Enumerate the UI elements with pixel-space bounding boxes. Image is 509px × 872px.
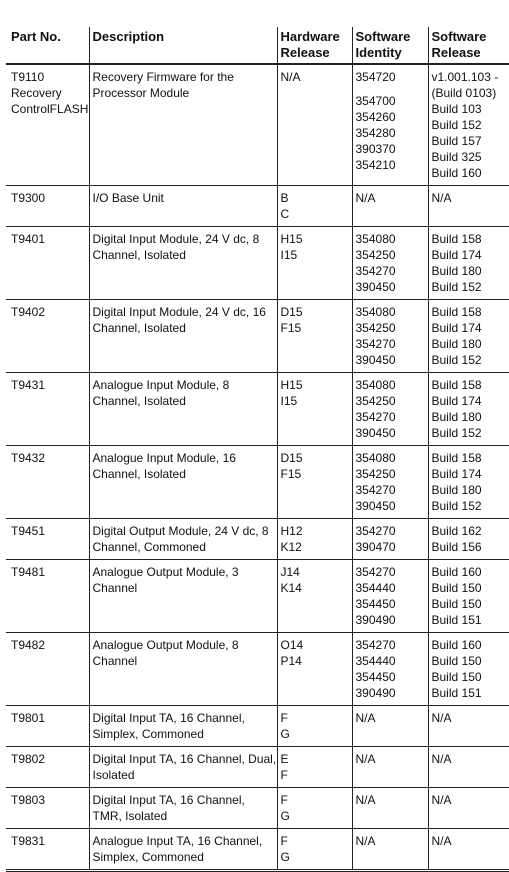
part-number-cell	[6, 829, 89, 871]
software-release-cell	[428, 446, 509, 519]
module-compatibility-table	[6, 27, 509, 872]
table-row	[6, 633, 509, 706]
software-identity-cell	[352, 64, 428, 186]
cell-line: T9801	[11, 710, 89, 726]
hardware-release-cell	[277, 560, 352, 633]
cell-line: N/A	[432, 710, 509, 726]
software-release-cell	[428, 829, 509, 871]
cell-line: N/A	[281, 69, 352, 85]
cell-line: Build 180	[432, 336, 509, 352]
cell-text: Analogue Input Module, 8 Channel, Isolated	[93, 378, 230, 408]
part-number-cell	[6, 446, 89, 519]
hardware-release-cell	[277, 788, 352, 829]
cell-line: Build 152	[432, 352, 509, 368]
cell-line: Recovery	[11, 85, 89, 101]
part-number-cell	[6, 747, 89, 788]
cell-line: Build 160	[432, 165, 509, 181]
cell-line: E	[281, 751, 352, 767]
cell-text: Digital Input Module, 24 V dc, 8 Channel, Isolated	[93, 232, 260, 262]
cell-line: (Build 0103)	[432, 85, 509, 101]
table-row	[6, 788, 509, 829]
cell-line: D15	[281, 450, 352, 466]
cell-line: N/A	[356, 190, 428, 206]
header-description: Description	[89, 27, 277, 64]
cell-line: 354280	[356, 125, 428, 141]
cell-line: 354450	[356, 669, 428, 685]
software-release-cell	[428, 747, 509, 788]
table-row	[6, 829, 509, 871]
cell-text: Digital Output Module, 24 V dc, 8 Channel, Commoned	[93, 524, 269, 554]
part-number-cell	[6, 186, 89, 227]
software-identity-cell	[352, 633, 428, 706]
cell-line: N/A	[432, 792, 509, 808]
cell-line: 354270	[356, 409, 428, 425]
description-cell	[89, 829, 277, 871]
description-cell	[89, 446, 277, 519]
cell-line: I15	[281, 393, 352, 409]
hardware-release-cell	[277, 706, 352, 747]
cell-line: Build 158	[432, 304, 509, 320]
software-identity-cell	[352, 706, 428, 747]
cell-line: T9481	[11, 564, 89, 580]
hardware-release-cell	[277, 747, 352, 788]
cell-text: Recovery Firmware for the Processor Module	[93, 70, 234, 100]
cell-line: 354270	[356, 637, 428, 653]
software-release-cell	[428, 788, 509, 829]
hardware-release-cell	[277, 300, 352, 373]
software-identity-cell	[352, 227, 428, 300]
cell-line: Build 157	[432, 133, 509, 149]
description-cell	[89, 633, 277, 706]
table-row	[6, 227, 509, 300]
part-number-cell	[6, 788, 89, 829]
cell-line: T9401	[11, 231, 89, 247]
cell-line: G	[281, 808, 352, 824]
cell-line: D15	[281, 304, 352, 320]
table-row	[6, 519, 509, 560]
header-software-release: Software Release	[428, 27, 509, 64]
part-number-cell	[6, 706, 89, 747]
hardware-release-cell	[277, 633, 352, 706]
hardware-release-cell	[277, 519, 352, 560]
cell-line: T9802	[11, 751, 89, 767]
software-release-cell	[428, 373, 509, 446]
table-row	[6, 373, 509, 446]
software-identity-cell	[352, 829, 428, 871]
description-cell	[89, 186, 277, 227]
cell-line: v1.001.103 -	[432, 69, 509, 85]
cell-line: K14	[281, 580, 352, 596]
cell-line: P14	[281, 653, 352, 669]
cell-line: G	[281, 726, 352, 742]
table-row	[6, 747, 509, 788]
cell-line: G	[281, 849, 352, 865]
software-identity-cell	[352, 788, 428, 829]
software-release-cell	[428, 227, 509, 300]
cell-line: I15	[281, 247, 352, 263]
cell-spacer	[356, 85, 428, 93]
cell-line: Build 180	[432, 409, 509, 425]
cell-line: F15	[281, 320, 352, 336]
cell-line: Build 150	[432, 596, 509, 612]
hardware-release-cell	[277, 227, 352, 300]
cell-line: 354270	[356, 482, 428, 498]
cell-line: Build 151	[432, 685, 509, 701]
cell-line: 390450	[356, 425, 428, 441]
cell-line: T9431	[11, 377, 89, 393]
part-number-cell	[6, 560, 89, 633]
cell-line: J14	[281, 564, 352, 580]
cell-line: 354250	[356, 466, 428, 482]
cell-line: 354250	[356, 247, 428, 263]
cell-line: 354250	[356, 393, 428, 409]
cell-line: H12	[281, 523, 352, 539]
cell-line: 354700	[356, 93, 428, 109]
cell-text: Analogue Input Module, 16 Channel, Isolated	[93, 451, 236, 481]
cell-text: Digital Input TA, 16 Channel, Dual, Isolated	[93, 752, 277, 782]
cell-line: 354440	[356, 653, 428, 669]
cell-line: N/A	[356, 792, 428, 808]
cell-line: Build 180	[432, 482, 509, 498]
cell-line: 354720	[356, 69, 428, 85]
cell-line: F15	[281, 466, 352, 482]
cell-text: Analogue Input TA, 16 Channel, Simplex, Commoned	[93, 834, 263, 864]
cell-line: Build 325	[432, 149, 509, 165]
header-hardware-release: Hardware Release	[277, 27, 352, 64]
table-row	[6, 300, 509, 373]
cell-line: Build 152	[432, 117, 509, 133]
cell-line: C	[281, 206, 352, 222]
cell-line: 390490	[356, 685, 428, 701]
description-cell	[89, 788, 277, 829]
software-identity-cell	[352, 373, 428, 446]
cell-line: Build 150	[432, 580, 509, 596]
cell-line: T9110	[11, 69, 89, 85]
cell-line: N/A	[432, 833, 509, 849]
cell-line: Build 152	[432, 425, 509, 441]
software-release-cell	[428, 300, 509, 373]
table-header	[6, 27, 509, 64]
cell-line: Build 152	[432, 279, 509, 295]
cell-line: 354260	[356, 109, 428, 125]
cell-line: Build 180	[432, 263, 509, 279]
part-number-cell	[6, 300, 89, 373]
cell-line: 354270	[356, 523, 428, 539]
cell-line: T9831	[11, 833, 89, 849]
cell-line: 390450	[356, 279, 428, 295]
header-software-identity: Software Identity	[352, 27, 428, 64]
hardware-release-cell	[277, 64, 352, 186]
cell-line: 390450	[356, 352, 428, 368]
description-cell	[89, 373, 277, 446]
table-body	[6, 64, 509, 871]
cell-line: F	[281, 710, 352, 726]
cell-text: Analogue Output Module, 8 Channel	[93, 638, 239, 668]
software-release-cell	[428, 64, 509, 186]
cell-line: N/A	[356, 833, 428, 849]
cell-text: I/O Base Unit	[93, 191, 164, 205]
cell-line: 354080	[356, 304, 428, 320]
cell-line: 354270	[356, 263, 428, 279]
cell-line: 354270	[356, 336, 428, 352]
cell-line: Build 103	[432, 101, 509, 117]
software-identity-cell	[352, 560, 428, 633]
cell-text: Digital Input TA, 16 Channel, Simplex, Commoned	[93, 711, 245, 741]
cell-line: H15	[281, 377, 352, 393]
cell-line: Build 152	[432, 498, 509, 514]
hardware-release-cell	[277, 186, 352, 227]
cell-line: Build 174	[432, 320, 509, 336]
description-cell	[89, 747, 277, 788]
hardware-release-cell	[277, 829, 352, 871]
software-identity-cell	[352, 300, 428, 373]
cell-line: F	[281, 833, 352, 849]
cell-line: T9432	[11, 450, 89, 466]
part-number-cell	[6, 227, 89, 300]
cell-line: Build 151	[432, 612, 509, 628]
cell-line: Build 174	[432, 466, 509, 482]
cell-line: 354440	[356, 580, 428, 596]
software-identity-cell	[352, 446, 428, 519]
part-number-cell	[6, 64, 89, 186]
description-cell	[89, 706, 277, 747]
cell-line: 390490	[356, 612, 428, 628]
cell-line: Build 150	[432, 669, 509, 685]
software-release-cell	[428, 519, 509, 560]
cell-line: ControlFLASH	[11, 101, 89, 117]
cell-line: H15	[281, 231, 352, 247]
header-part-no: Part No.	[6, 27, 89, 64]
cell-line: 354210	[356, 157, 428, 173]
software-release-cell	[428, 706, 509, 747]
cell-line: 390450	[356, 498, 428, 514]
cell-text: Digital Input Module, 24 V dc, 16 Channel, Isolated	[93, 305, 266, 335]
table-row	[6, 446, 509, 519]
cell-line: N/A	[432, 190, 509, 206]
software-identity-cell	[352, 186, 428, 227]
cell-line: 354250	[356, 320, 428, 336]
description-cell	[89, 560, 277, 633]
cell-line: F	[281, 767, 352, 783]
cell-line: T9300	[11, 190, 89, 206]
software-release-cell	[428, 560, 509, 633]
cell-line: Build 150	[432, 653, 509, 669]
cell-line: Build 174	[432, 247, 509, 263]
header-row	[6, 27, 509, 64]
cell-line: T9482	[11, 637, 89, 653]
cell-line: 390370	[356, 141, 428, 157]
table-row	[6, 706, 509, 747]
cell-line: Build 174	[432, 393, 509, 409]
cell-line: K12	[281, 539, 352, 555]
cell-line: 354080	[356, 377, 428, 393]
software-identity-cell	[352, 747, 428, 788]
cell-text: Digital Input TA, 16 Channel, TMR, Isolated	[93, 793, 245, 823]
description-cell	[89, 300, 277, 373]
cell-line: Build 160	[432, 564, 509, 580]
cell-line: T9451	[11, 523, 89, 539]
description-cell	[89, 227, 277, 300]
part-number-cell	[6, 519, 89, 560]
software-release-cell	[428, 633, 509, 706]
cell-line: T9803	[11, 792, 89, 808]
cell-line: N/A	[356, 751, 428, 767]
cell-line: 354080	[356, 450, 428, 466]
cell-line: B	[281, 190, 352, 206]
table-row	[6, 560, 509, 633]
cell-line: Build 162	[432, 523, 509, 539]
cell-line: Build 156	[432, 539, 509, 555]
software-release-cell	[428, 186, 509, 227]
software-identity-cell	[352, 519, 428, 560]
cell-line: N/A	[356, 710, 428, 726]
table-row	[6, 186, 509, 227]
cell-line: Build 158	[432, 231, 509, 247]
description-cell	[89, 64, 277, 186]
cell-line: 354450	[356, 596, 428, 612]
cell-text: Analogue Output Module, 3 Channel	[93, 565, 239, 595]
cell-line: Build 160	[432, 637, 509, 653]
part-number-cell	[6, 633, 89, 706]
description-cell	[89, 519, 277, 560]
hardware-release-cell	[277, 373, 352, 446]
hardware-release-cell	[277, 446, 352, 519]
cell-line: T9402	[11, 304, 89, 320]
cell-line: F	[281, 792, 352, 808]
part-number-cell	[6, 373, 89, 446]
cell-line: Build 158	[432, 450, 509, 466]
cell-line: 354270	[356, 564, 428, 580]
cell-line: N/A	[432, 751, 509, 767]
table-row	[6, 64, 509, 186]
cell-line: 354080	[356, 231, 428, 247]
cell-line: Build 158	[432, 377, 509, 393]
cell-line: 390470	[356, 539, 428, 555]
cell-line: O14	[281, 637, 352, 653]
